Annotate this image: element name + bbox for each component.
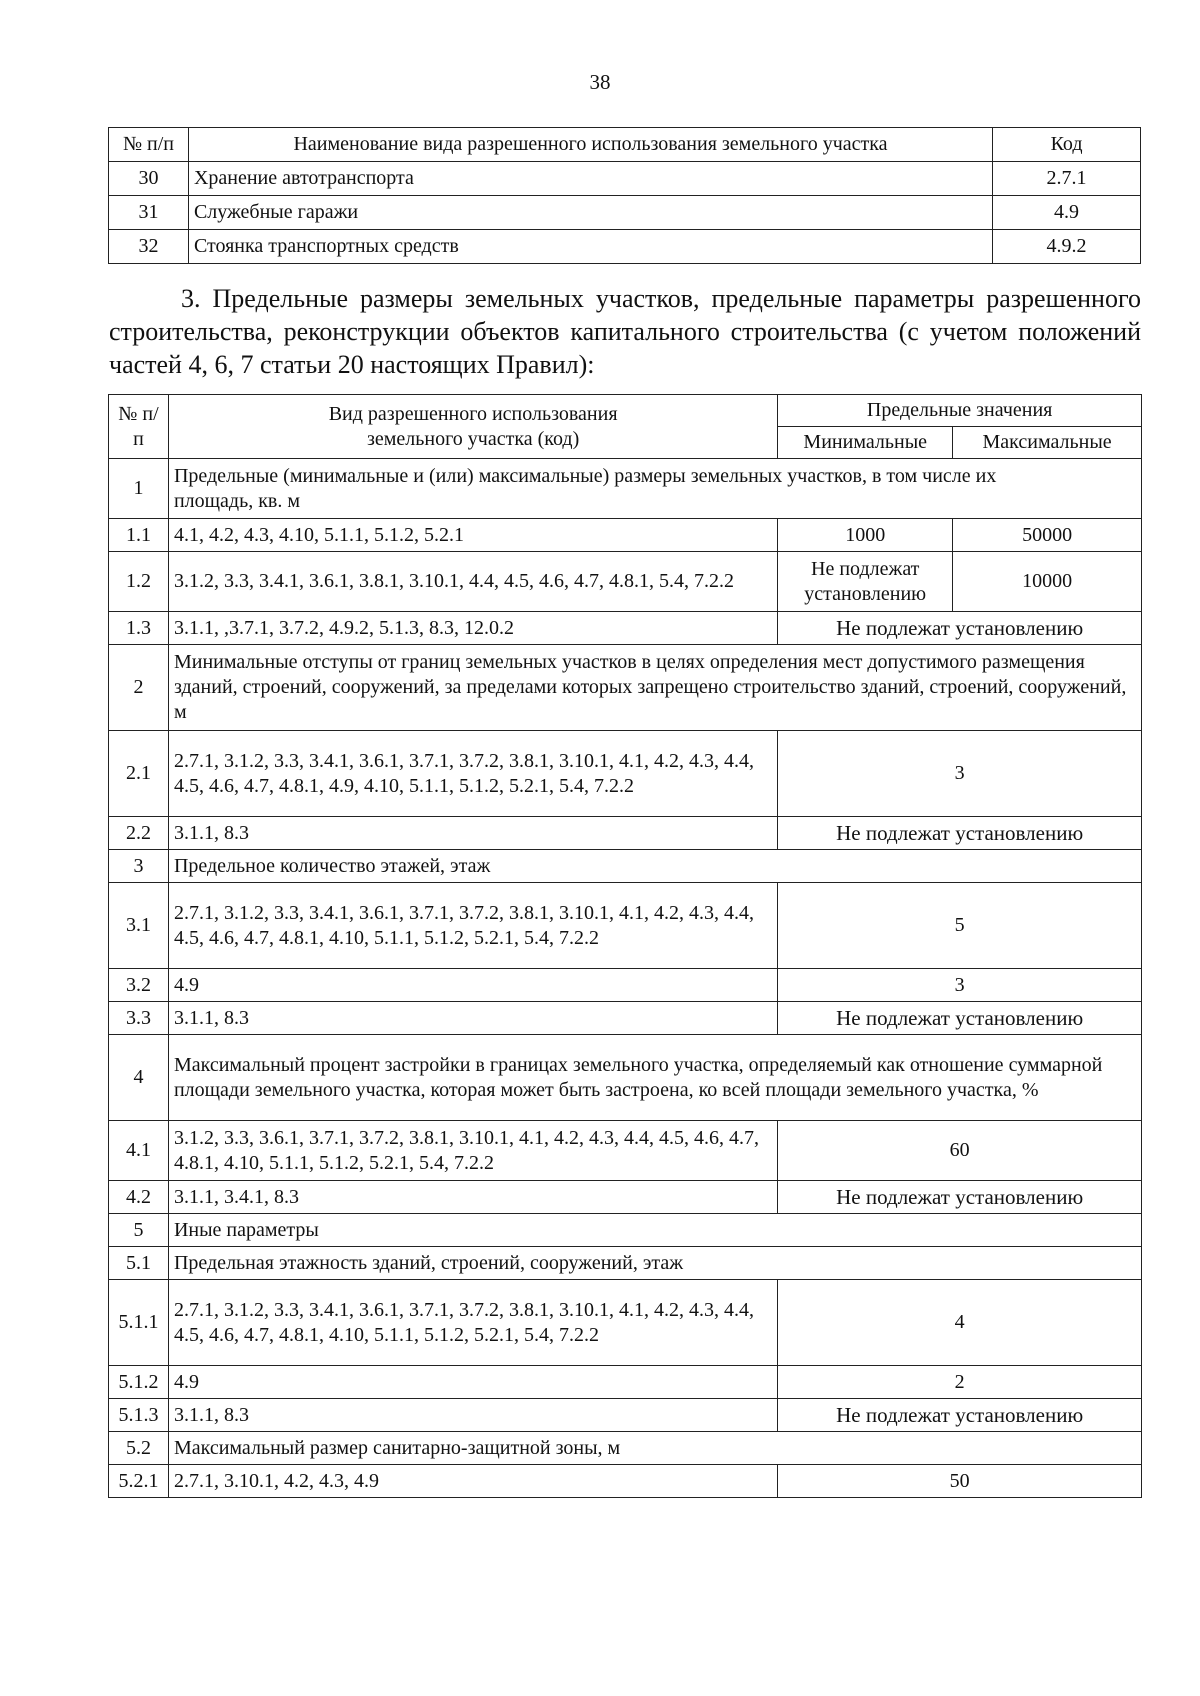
row-codes: 3.1.1, ,3.7.1, 3.7.2, 4.9.2, 5.1.3, 8.3, 12.0.2 (168, 612, 777, 645)
row-number: 31 (109, 196, 189, 230)
table-row (109, 519, 1142, 552)
table-header-row (109, 128, 1141, 162)
row-number: 5.2.1 (109, 1465, 169, 1498)
table-row (109, 1214, 1142, 1247)
table-row (109, 883, 1142, 969)
row-value: 50 (778, 1465, 1142, 1498)
row-name: Служебные гаражи (188, 196, 992, 230)
header-limits: Предельные значения (778, 395, 1142, 427)
row-section-text: Максимальный размер санитарно-защитной зоны, м (168, 1432, 1141, 1465)
row-codes: 2.7.1, 3.10.1, 4.2, 4.3, 4.9 (168, 1465, 777, 1498)
row-name: Стоянка транспортных средств (188, 230, 992, 264)
row-number: 2 (109, 645, 169, 731)
table-row (109, 1002, 1142, 1035)
table-row (109, 817, 1142, 850)
row-section-text: Иные параметры (168, 1214, 1141, 1247)
row-number: 5.1.3 (109, 1399, 169, 1432)
table-row (109, 552, 1142, 612)
row-number: 2.2 (109, 817, 169, 850)
limit-parameters-table (108, 394, 1142, 1498)
row-codes: 3.1.1, 8.3 (168, 1399, 777, 1432)
table-row (109, 969, 1142, 1002)
table-row (109, 645, 1142, 731)
row-value: Не подлежат установлению (778, 1181, 1142, 1214)
row-number: 1.1 (109, 519, 169, 552)
row-number: 2.1 (109, 731, 169, 817)
row-codes: 2.7.1, 3.1.2, 3.3, 3.4.1, 3.6.1, 3.7.1, 3.7.2, 3.8.1, 3.10.1, 4.1, 4.2, 4.3, 4.4, 4.5, 4.6, 4.7, 4.8.1, 4.9, 4.10, 5.1.1, 5.1.2, 5.2.1, 5.4, 7.2.2 (168, 731, 777, 817)
row-number: 4.2 (109, 1181, 169, 1214)
table-header-row (109, 395, 1142, 427)
row-value: 5 (778, 883, 1142, 969)
table-row (109, 1280, 1142, 1366)
row-codes: 3.1.2, 3.3, 3.6.1, 3.7.1, 3.7.2, 3.8.1, 3.10.1, 4.1, 4.2, 4.3, 4.4, 4.5, 4.6, 4.7, 4.8.1, 4.10, 5.1.1, 5.1.2, 5.2.1, 5.4, 7.2.2 (168, 1121, 777, 1181)
row-name: Хранение автотранспорта (188, 162, 992, 196)
table-row (109, 162, 1141, 196)
row-section-text: Предельная этажность зданий, строений, сооружений, этаж (168, 1247, 1141, 1280)
row-section-text: Предельные (минимальные и (или) максимальные) размеры земельных участков, в том числе их площадь, кв. м (168, 459, 1141, 519)
header-code: Код (993, 128, 1141, 162)
row-number: 4 (109, 1035, 169, 1121)
section-paragraph (109, 282, 1141, 381)
row-code: 2.7.1 (993, 162, 1141, 196)
row-section-text: Предельное количество этажей, этаж (168, 850, 1141, 883)
table-row (109, 1181, 1142, 1214)
header-max: Максимальные (953, 427, 1142, 459)
row-section-text: Максимальный процент застройки в границах земельного участка, определяемый как отношение суммарной площади земельного участка, которая может быть застроена, ко всей площади земельного участка, % (168, 1035, 1141, 1121)
table-row (109, 230, 1141, 264)
row-number: 5.1.2 (109, 1366, 169, 1399)
row-codes: 4.9 (168, 1366, 777, 1399)
table-row (109, 1465, 1142, 1498)
table-row (109, 850, 1142, 883)
row-codes: 2.7.1, 3.1.2, 3.3, 3.4.1, 3.6.1, 3.7.1, 3.7.2, 3.8.1, 3.10.1, 4.1, 4.2, 4.3, 4.4, 4.5, 4.6, 4.7, 4.8.1, 4.10, 5.1.1, 5.1.2, 5.2.1, 5.4, 7.2.2 (168, 1280, 777, 1366)
row-value: 60 (778, 1121, 1142, 1181)
row-min-value: 1000 (778, 519, 953, 552)
row-codes: 3.1.1, 8.3 (168, 1002, 777, 1035)
row-value: 3 (778, 731, 1142, 817)
row-number: 32 (109, 230, 189, 264)
table-row (109, 1432, 1142, 1465)
row-value: Не подлежат установлению (778, 1002, 1142, 1035)
header-kind: Вид разрешенного использования земельного участка (код) (168, 395, 777, 459)
row-number: 30 (109, 162, 189, 196)
table-row (109, 1247, 1142, 1280)
row-code: 4.9 (993, 196, 1141, 230)
land-use-types-table (108, 127, 1141, 264)
header-number: № п/п (109, 395, 169, 459)
page-number: 38 (589, 70, 611, 94)
row-value: Не подлежат установлению (778, 1399, 1142, 1432)
row-max-value: 50000 (953, 519, 1142, 552)
row-code: 4.9.2 (993, 230, 1141, 264)
row-codes: 3.1.1, 3.4.1, 8.3 (168, 1181, 777, 1214)
row-max-value: 10000 (953, 552, 1142, 612)
row-number: 1 (109, 459, 169, 519)
table-row (109, 1366, 1142, 1399)
row-number: 5.2 (109, 1432, 169, 1465)
row-value: Не подлежат установлению (778, 817, 1142, 850)
table-row (109, 731, 1142, 817)
header-name: Наименование вида разрешенного использования земельного участка (188, 128, 992, 162)
row-codes: 3.1.2, 3.3, 3.4.1, 3.6.1, 3.8.1, 3.10.1, 4.4, 4.5, 4.6, 4.7, 4.8.1, 5.4, 7.2.2 (168, 552, 777, 612)
table-row (109, 1399, 1142, 1432)
row-section-text: Минимальные отступы от границ земельных участков в целях определения мест допустимого размещения зданий, строений, сооружений, за пределами которых запрещено строительство зданий, строений, сооружений, м (168, 645, 1141, 731)
row-codes: 2.7.1, 3.1.2, 3.3, 3.4.1, 3.6.1, 3.7.1, 3.7.2, 3.8.1, 3.10.1, 4.1, 4.2, 4.3, 4.4, 4.5, 4.6, 4.7, 4.8.1, 4.10, 5.1.1, 5.1.2, 5.2.1, 5.4, 7.2.2 (168, 883, 777, 969)
table-row (109, 612, 1142, 645)
row-number: 5.1 (109, 1247, 169, 1280)
row-number: 1.3 (109, 612, 169, 645)
row-number: 3.2 (109, 969, 169, 1002)
row-value: Не подлежат установлению (778, 612, 1142, 645)
row-number: 4.1 (109, 1121, 169, 1181)
header-min: Минимальные (778, 427, 953, 459)
row-number: 5 (109, 1214, 169, 1247)
row-value: 3 (778, 969, 1142, 1002)
table-row (109, 459, 1142, 519)
row-number: 3.1 (109, 883, 169, 969)
paragraph-text: 3. Предельные размеры земельных участков, предельные параметры разрешенного строительства, реконструкции объектов капитального строительства (с учетом положений частей 4, 6, 7 статьи 20 настоящих Правил): (109, 284, 1141, 379)
row-number: 3.3 (109, 1002, 169, 1035)
table-row (109, 1035, 1142, 1121)
row-value: 4 (778, 1280, 1142, 1366)
row-codes: 4.1, 4.2, 4.3, 4.10, 5.1.1, 5.1.2, 5.2.1 (168, 519, 777, 552)
row-codes: 4.9 (168, 969, 777, 1002)
row-number: 1.2 (109, 552, 169, 612)
row-min-value: Не подлежат установлению (778, 552, 953, 612)
header-number: № п/п (109, 128, 189, 162)
table-row (109, 196, 1141, 230)
row-number: 3 (109, 850, 169, 883)
row-number: 5.1.1 (109, 1280, 169, 1366)
row-codes: 3.1.1, 8.3 (168, 817, 777, 850)
row-value: 2 (778, 1366, 1142, 1399)
table-row (109, 1121, 1142, 1181)
